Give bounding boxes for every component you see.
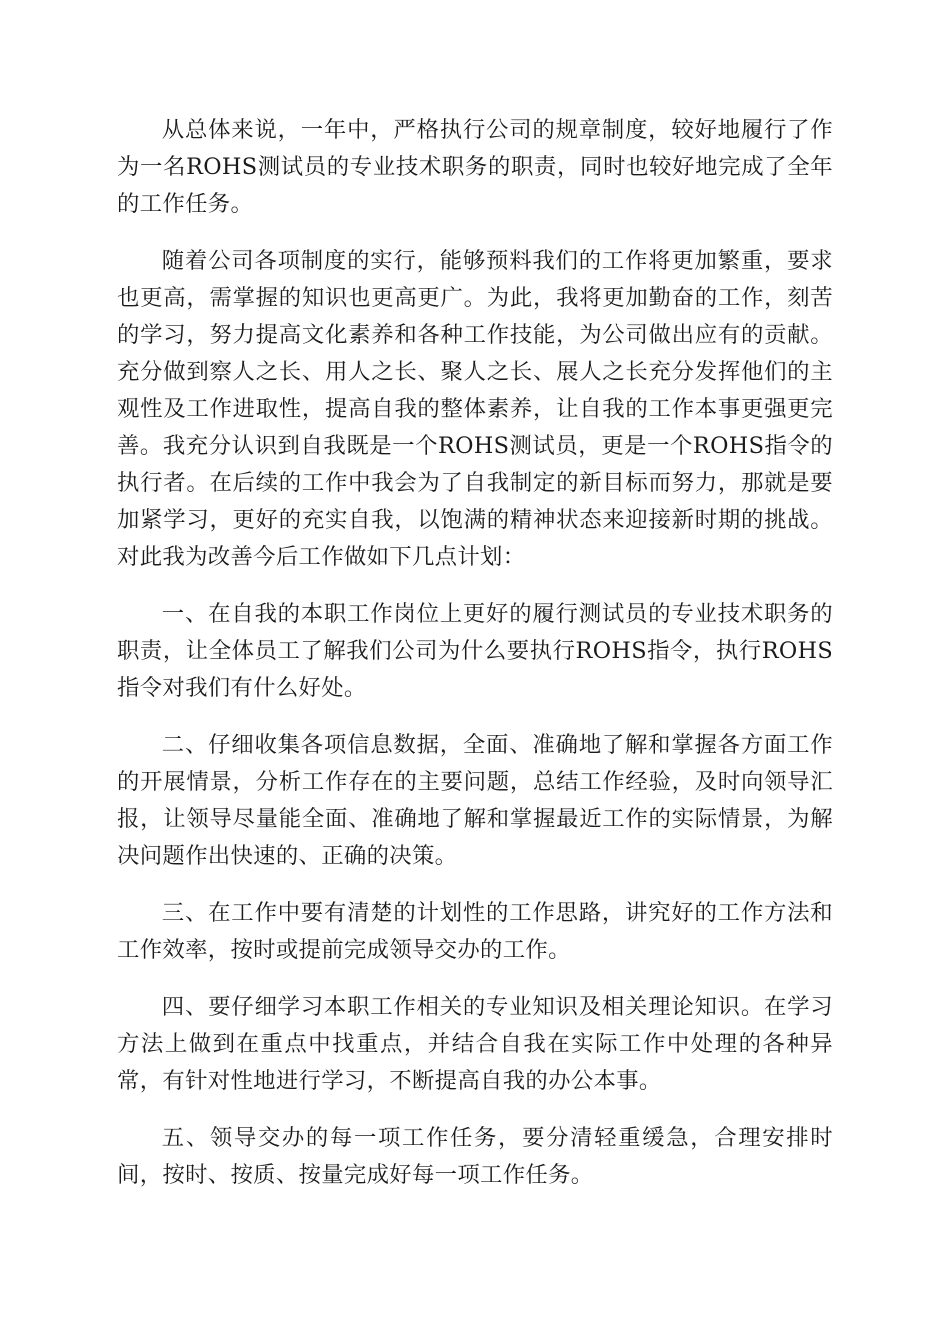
paragraph-plan-3: 三、在工作中要有清楚的计划性的工作思路，讲究好的工作方法和工作效率，按时或提前完成领导交办的工作。 bbox=[117, 900, 833, 963]
paragraph-plan-1: 一、在自我的本职工作岗位上更好的履行测试员的专业技术职务的职责，让全体员工了解我们公司为什么要执行ROHS指令，执行ROHS指令对我们有什么好处。 bbox=[117, 601, 833, 701]
paragraph-outlook: 随着公司各项制度的实行，能够预料我们的工作将更加繁重，要求也更高，需掌握的知识也更高更广。为此，我将更加勤奋的工作，刻苦的学习，努力提高文化素养和各种工作技能，为公司做出应有的贡献。充分做到察人之长、用人之长、聚人之长、展人之长充分发挥他们的主观性及工作进取性，提高自我的整体素养，让自我的工作本事更强更完善。我充分认识到自我既是一个ROHS测试员，更是一个ROHS指令的执行者。在后续的工作中我会为了自我制定的新目标而努力，那就是要加紧学习，更好的充实自我，以饱满的精神状态来迎接新时期的挑战。对此我为改善今后工作做如下几点计划： bbox=[117, 248, 833, 570]
paragraph-plan-4: 四、要仔细学习本职工作相关的专业知识及相关理论知识。在学习方法上做到在重点中找重点，并结合自我在实际工作中处理的各种异常，有针对性地进行学习，不断提高自我的办公本事。 bbox=[117, 994, 833, 1094]
document-body bbox=[117, 112, 833, 1214]
paragraph-plan-2: 二、仔细收集各项信息数据，全面、准确地了解和掌握各方面工作的开展情景，分析工作存在的主要问题，总结工作经验，及时向领导汇报，让领导尽量能全面、准确地了解和掌握最近工作的实际情景，为解决问题作出快速的、正确的决策。 bbox=[117, 732, 833, 869]
paragraph-plan-5: 五、领导交办的每一项工作任务，要分清轻重缓急，合理安排时间，按时、按质、按量完成好每一项工作任务。 bbox=[117, 1125, 833, 1188]
paragraph-summary: 从总体来说，一年中，严格执行公司的规章制度，较好地履行了作为一名ROHS测试员的专业技术职务的职责，同时也较好地完成了全年的工作任务。 bbox=[117, 117, 833, 217]
